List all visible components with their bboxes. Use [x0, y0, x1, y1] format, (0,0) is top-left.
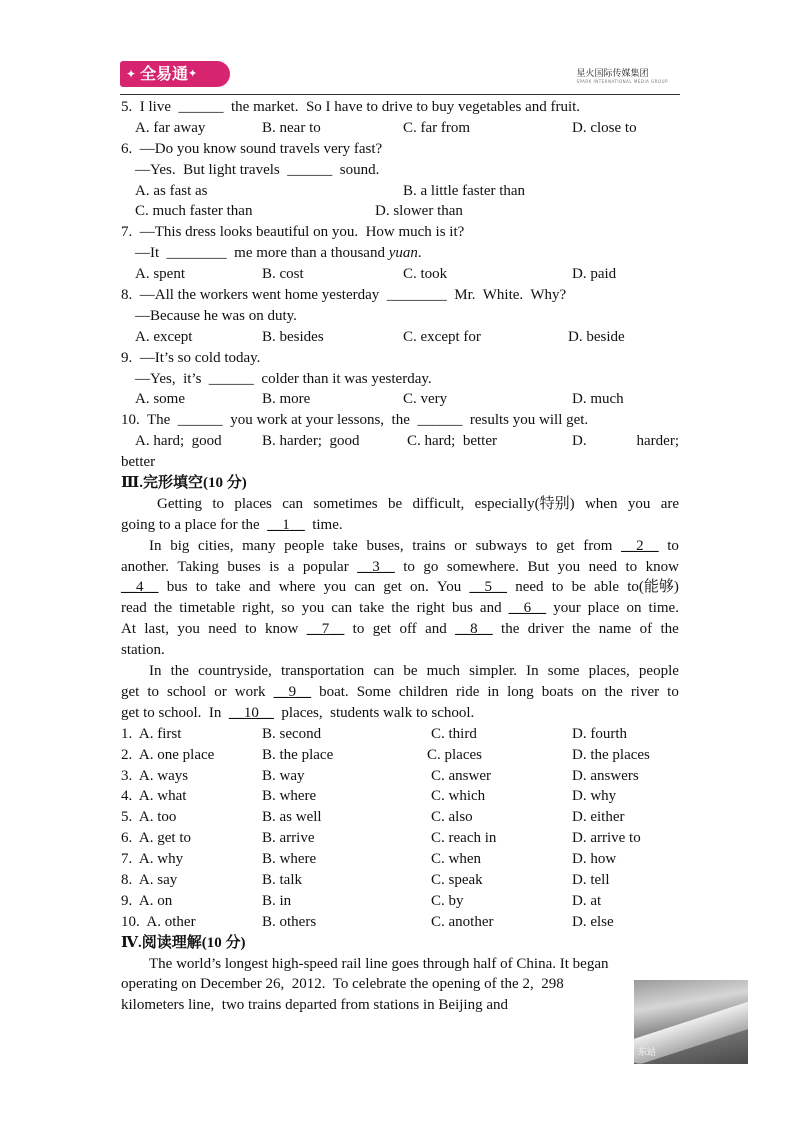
option: 4. A. what — [121, 788, 187, 805]
word: people — [284, 537, 325, 554]
word: ride — [456, 683, 480, 700]
word: to — [551, 579, 564, 596]
word: get — [121, 683, 140, 700]
word: timetable — [179, 600, 236, 617]
blank-6: __6__ — [508, 600, 547, 617]
cloze-passage — [121, 494, 679, 724]
word: can — [373, 663, 395, 680]
word: to — [147, 683, 160, 700]
option: D. arrive to — [572, 830, 641, 847]
word: you — [557, 558, 581, 575]
cloze-option-row — [121, 891, 679, 912]
word: places, — [588, 663, 630, 680]
word: boat. — [319, 683, 349, 700]
option: 10. A. other — [121, 913, 196, 930]
options-10: A. hard; good B. harder; good C. hard; better D. harder; — [135, 433, 679, 450]
word: buses — [227, 558, 261, 575]
blank-2: __2__ — [621, 537, 659, 554]
word: right — [416, 600, 445, 617]
word: bus — [452, 600, 473, 617]
word: where — [278, 579, 316, 596]
question-5: 5. I live ______ the market. So I have to drive to buy vegetables and fruit. — [121, 99, 581, 115]
option: C. places — [427, 746, 482, 763]
word: school — [167, 683, 207, 700]
word: can — [354, 579, 376, 596]
word: know — [645, 558, 679, 575]
options-7: A. spent B. cost C. took D. paid — [135, 266, 617, 283]
star-icon: ✦ — [126, 67, 137, 81]
word: In — [526, 663, 539, 680]
cloze-option-row — [121, 766, 679, 787]
word: on — [626, 600, 642, 617]
word: transportation — [280, 663, 365, 680]
word: need — [588, 558, 617, 575]
section-3-title: Ⅲ.完形填空(10 分) — [121, 475, 247, 492]
cloze-line — [121, 661, 679, 682]
word: and — [248, 579, 271, 596]
word: take — [215, 579, 241, 596]
option: C. third — [431, 725, 477, 742]
word: to(能够) — [627, 579, 679, 596]
cloze-line — [121, 598, 679, 619]
option: B. arrive — [262, 830, 315, 847]
option: D. either — [572, 809, 625, 826]
option: D. answers — [572, 767, 639, 784]
word: your — [553, 600, 581, 617]
option: 1. A. first — [121, 725, 182, 742]
word: on. — [409, 579, 429, 596]
word: last, — [144, 621, 169, 638]
word: Getting — [157, 495, 202, 512]
option: C. another — [431, 913, 494, 930]
blank-10: __10__ — [228, 704, 274, 721]
options-8: A. except B. besides C. except for D. beside — [135, 328, 625, 345]
word: subways — [475, 537, 528, 554]
option: B. where — [262, 851, 317, 868]
cloze-option-row — [121, 807, 679, 828]
word: know — [265, 621, 299, 638]
word: popular — [302, 558, 349, 575]
word: countryside, — [198, 663, 272, 680]
option: 2. A. one place — [121, 746, 215, 763]
word: to — [195, 579, 208, 596]
word: going to a place for the — [121, 516, 268, 533]
word: are — [660, 495, 679, 512]
document-body — [121, 97, 679, 1016]
word: simpler. — [469, 663, 518, 680]
blank-8: __8__ — [455, 621, 493, 638]
option: C. reach in — [431, 830, 497, 847]
option: B. others — [262, 913, 317, 930]
word: time. — [648, 600, 679, 617]
word: on — [581, 683, 597, 700]
word: you — [627, 495, 651, 512]
option: D. tell — [572, 871, 610, 888]
reading-line-2: operating on December 26, 2012. To celebrate the opening of the 2, 298 — [121, 976, 564, 993]
word: to — [212, 495, 225, 512]
word: trains — [412, 537, 446, 554]
options-5: A. far away B. near to C. far from D. close to — [135, 119, 637, 136]
cloze-options — [121, 724, 679, 933]
word: get to school. In — [121, 704, 229, 721]
word: difficult, — [412, 495, 465, 512]
cloze-line — [121, 494, 679, 515]
options-6-row1: A. as fast as B. a little faster than — [135, 182, 526, 199]
option: B. way — [262, 767, 305, 784]
question-7-reply: —It ________ me more than a thousand yuan. — [135, 245, 422, 262]
word: the — [170, 663, 189, 680]
word: able — [594, 579, 620, 596]
word: work — [234, 683, 266, 700]
option: 9. A. on — [121, 892, 173, 909]
word: At — [121, 621, 136, 638]
word: when — [584, 495, 618, 512]
question-6: 6. —Do you know sound travels very fast? — [121, 140, 383, 157]
option: B. the place — [262, 746, 334, 763]
word: can — [331, 600, 353, 617]
word: You — [436, 579, 462, 596]
option: B. where — [262, 788, 317, 805]
word: the — [501, 621, 520, 638]
options-10-wrap: better — [121, 454, 156, 471]
question-8: 8. —All the workers went home yesterday ________ Mr. White. Why? — [121, 287, 567, 304]
blank-1: __1__ — [267, 516, 305, 533]
word: get — [556, 537, 575, 554]
word: off — [399, 621, 417, 638]
word: many — [242, 537, 276, 554]
word: name — [598, 621, 632, 638]
option: 5. A. too — [121, 809, 177, 826]
word: you — [301, 600, 325, 617]
publisher-name-en: SPARK INTERNATIONAL MEDIA GROUP — [576, 79, 668, 84]
word: the — [391, 600, 410, 617]
word: you — [177, 621, 200, 638]
cloze-option-row — [121, 849, 679, 870]
word: or — [214, 683, 227, 700]
cloze-option-row — [121, 724, 679, 745]
word: In — [149, 663, 162, 680]
word: people — [638, 663, 679, 680]
cloze-line — [121, 536, 679, 557]
word: the — [660, 621, 679, 638]
option: B. as well — [262, 809, 322, 826]
word: and — [479, 600, 502, 617]
word: somewhere. — [446, 558, 519, 575]
word: big — [170, 537, 190, 554]
header-rule — [120, 94, 680, 95]
blank-5: __5__ — [469, 579, 507, 596]
question-10: 10. The ______ you work at your lessons, the ______ results you will get. — [121, 412, 589, 429]
cloze-line — [121, 557, 679, 578]
option: B. in — [262, 892, 292, 909]
option: D. fourth — [572, 725, 627, 742]
word: to — [403, 558, 415, 575]
blank-9: __9__ — [273, 683, 312, 700]
word: another. — [121, 558, 169, 575]
option: 6. A. get to — [121, 830, 191, 847]
word: much — [426, 663, 460, 680]
word: long — [507, 683, 534, 700]
word: But — [527, 558, 550, 575]
question-8-reply: —Because he was on duty. — [135, 307, 297, 324]
word: can — [282, 495, 304, 512]
section-4-title: Ⅳ.阅读理解(10 分) — [121, 934, 246, 951]
word: the — [604, 683, 623, 700]
word: is — [269, 558, 280, 575]
word: so — [281, 600, 295, 617]
option: B. talk — [262, 871, 302, 888]
word: river — [630, 683, 660, 700]
word: to — [244, 621, 257, 638]
word: especially(特别) — [474, 495, 575, 512]
word: the — [153, 600, 173, 617]
cloze-line — [121, 682, 679, 703]
word: to — [667, 537, 679, 554]
word: places, students walk to school. — [273, 704, 475, 721]
word: take — [332, 537, 358, 554]
option: 7. A. why — [121, 851, 184, 868]
option: D. why — [572, 788, 617, 805]
blank-3: __3__ — [357, 558, 395, 575]
word: be — [571, 579, 586, 596]
option: C. when — [431, 851, 481, 868]
cloze-option-row — [121, 912, 679, 933]
word: get — [383, 579, 402, 596]
word: read — [121, 600, 147, 617]
cloze-option-row — [121, 828, 679, 849]
word: In — [149, 537, 162, 554]
option: C. also — [431, 809, 473, 826]
option: B. second — [262, 725, 322, 742]
question-7: 7. —This dress looks beautiful on you. How much is it? — [121, 224, 465, 241]
word: of — [639, 621, 653, 638]
word: be — [387, 495, 403, 512]
cloze-line — [121, 577, 679, 598]
word: sometimes — [313, 495, 378, 512]
word: to — [625, 558, 638, 575]
word: in — [487, 683, 500, 700]
word: take — [359, 600, 385, 617]
option: D. at — [572, 892, 602, 909]
train-photo — [634, 980, 748, 1064]
word: Some — [356, 683, 391, 700]
cloze-option-row — [121, 870, 679, 891]
option: C. by — [431, 892, 464, 909]
option: C. answer — [431, 767, 491, 784]
cloze-option-row — [121, 786, 679, 807]
question-9-reply: —Yes, it’s ______ colder than it was yesterday. — [135, 370, 432, 387]
cloze-line — [121, 703, 679, 724]
word: a — [287, 558, 295, 575]
option: D. else — [572, 913, 614, 930]
option: 3. A. ways — [121, 767, 189, 784]
reading-line-3: kilometers line, two trains departed from stations in Beijing and — [121, 997, 509, 1014]
question-6-reply: —Yes. But light travels ______ sound. — [135, 161, 380, 178]
word: cities, — [198, 537, 234, 554]
option: 8. A. say — [121, 871, 178, 888]
blank-7: __7__ — [306, 621, 345, 638]
option: D. how — [572, 851, 617, 868]
options-6-row2: C. much faster than D. slower than — [135, 203, 463, 220]
word: some — [547, 663, 580, 680]
word: need — [208, 621, 237, 638]
word: to — [535, 537, 548, 554]
brand-logo: ✦ 全易通✦ — [120, 61, 230, 87]
cloze-line — [121, 515, 679, 536]
word: time. — [304, 516, 343, 533]
word: Taking — [177, 558, 219, 575]
option: C. speak — [431, 871, 483, 888]
word: you — [323, 579, 347, 596]
word: children — [398, 683, 449, 700]
photo-caption: 东站 — [638, 1048, 657, 1058]
word: boats — [541, 683, 574, 700]
question-9: 9. —It’s so cold today. — [121, 349, 261, 366]
word: place — [587, 600, 620, 617]
cloze-line — [121, 619, 679, 640]
word: need — [515, 579, 544, 596]
word: go — [423, 558, 439, 575]
word: get — [372, 621, 392, 638]
word: right, — [242, 600, 275, 617]
word: places — [234, 495, 272, 512]
publisher-name: 星火国际传媒集团 SPARK INTERNATIONAL MEDIA GROUP — [576, 69, 668, 84]
word: or — [454, 537, 467, 554]
word: from — [583, 537, 613, 554]
page-header — [120, 58, 680, 94]
cloze-line — [121, 640, 679, 661]
option: C. which — [431, 788, 486, 805]
cloze-option-row — [121, 745, 679, 766]
word: the — [571, 621, 591, 638]
word: to — [352, 621, 365, 638]
option: D. the places — [572, 746, 650, 763]
word: driver — [527, 621, 564, 638]
word: bus — [166, 579, 188, 596]
blank-4: __4__ — [121, 579, 159, 596]
word: buses, — [366, 537, 404, 554]
word: station. — [121, 642, 165, 659]
word: to — [667, 683, 679, 700]
reading-line-1: The world’s longest high-speed rail line goes through half of China. It began — [149, 955, 609, 972]
word: be — [403, 663, 418, 680]
options-9: A. some B. more C. very D. much — [135, 391, 624, 408]
word: and — [425, 621, 447, 638]
